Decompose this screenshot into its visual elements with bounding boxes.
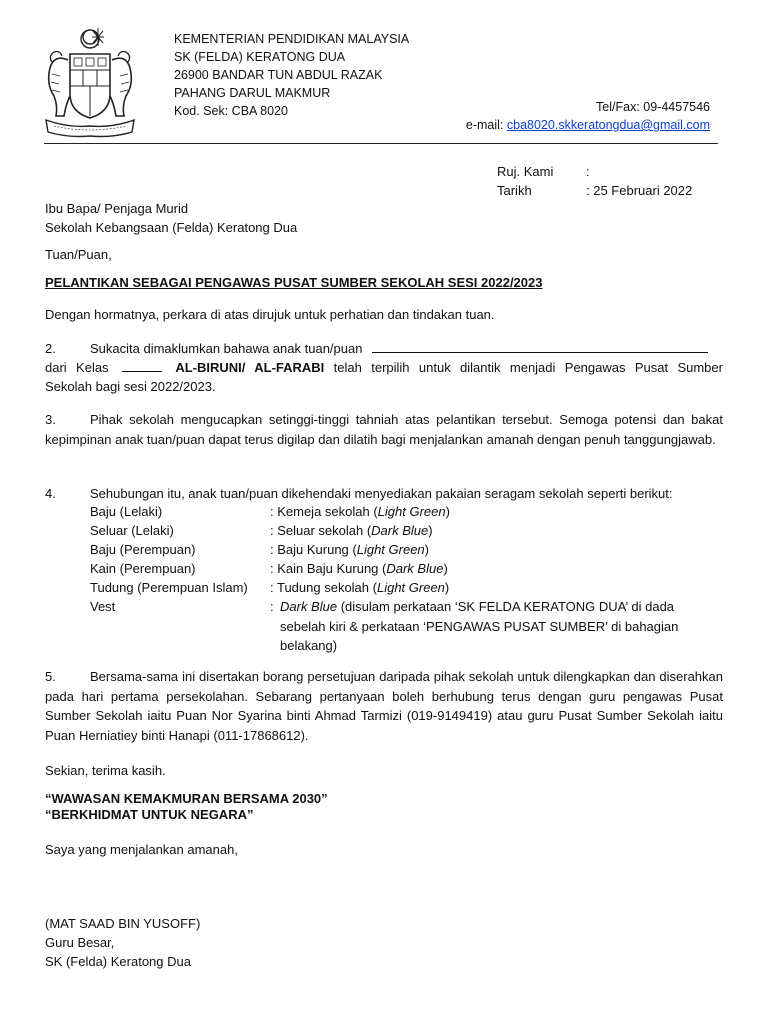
uniform-item: Tudung (Perempuan Islam) [90,580,248,595]
closing: Sekian, terima kasih. [45,763,166,778]
para3-text: Pihak sekolah mengucapkan setinggi-tinggi tahniah atas pelantikan tersebut. Semoga potensi dan bakat kepimpinan anak tuan/puan dapat terus digilap dan dilatih bagi menjalankan amanah dengan penuh tanggungjawab. [45,412,723,447]
recipient-line-2: Sekolah Kebangsaan (Felda) Keratong Dua [45,220,298,235]
letterhead-block [174,30,474,120]
date-label: Tarikh [497,183,532,198]
motto-2: “BERKHIDMAT UNTUK NEGARA” [45,807,254,822]
vest-colon: : [270,599,274,614]
malaysia-coat-of-arms-icon [40,24,140,142]
telfax: Tel/Fax: 09-4457546 [596,100,710,114]
uniform-value: : Kemeja sekolah (Light Green) [270,504,450,519]
para2-number: 2. [45,341,56,356]
email-link[interactable]: cba8020.skkeratongdua@gmail.com [506,118,710,132]
uniform-color: Light Green [376,580,445,595]
uniform-value: : Kain Baju Kurung (Dark Blue) [270,561,448,576]
state-line: PAHANG DARUL MAKMUR [174,86,331,100]
signatory-name: (MAT SAAD BIN YUSOFF) [45,916,201,931]
subject-heading: PELANTIKAN SEBAGAI PENGAWAS PUSAT SUMBER SEKOLAH SESI 2022/2023 [45,275,543,290]
vest-color: Dark Blue [280,599,338,614]
para4-text: Sehubungan itu, anak tuan/puan dikehendaki menyediakan pakaian seragam sekolah seperti berikut: [90,486,673,501]
ref-value: : [586,164,590,179]
school-code: Kod. Sek: CBA 8020 [174,104,288,118]
student-name-blank [372,340,708,353]
vest-desc: (disulam perkataan ‘SK FELDA KERATONG DUA’ di dada sebelah kiri & perkataan ‘PENGAWAS PUSAT SUMBER’ di bahagian belakang) [280,599,679,653]
para5-text: Bersama-sama ini disertakan borang persetujuan daripada pihak sekolah untuk dilengkapkan dan diserahkan pada hari pertama persekolahan. Sebarang pertanyaan boleh berhubung terus dengan guru pengawas Pusat Sumber Sekolah iaitu Puan Nor Syarina binti Ahmad Tarmizi (019-9149419) atau guru Pusat Sumber Sekolah iaitu Puan Herniatiey binti Hanapi (011-17868612). [45,669,723,743]
header-divider [44,143,718,144]
signatory-org: SK (Felda) Keratong Dua [45,954,191,969]
uniform-color: Dark Blue [386,561,444,576]
para5-number: 5. [45,669,56,684]
ref-label: Ruj. Kami [497,164,554,179]
para2-text-b: dari Kelas [45,360,109,375]
class-names: AL-BIRUNI/ AL-FARABI [175,360,325,375]
uniform-item: Seluar (Lelaki) [90,523,174,538]
uniform-value: : Baju Kurung (Light Green) [270,542,429,557]
uniform-item: Baju (Perempuan) [90,542,196,557]
email-line [400,116,710,134]
uniform-item: Vest [90,599,116,614]
para2-text-a: Sukacita dimaklumkan bahawa anak tuan/puan [90,341,363,356]
uniform-color: Light Green [377,504,446,519]
crest [40,24,140,142]
para3 [45,410,723,449]
para2-line-1 [90,339,730,359]
motto-1: “WAWASAN KEMAKMURAN BERSAMA 2030” [45,791,328,806]
uniform-item: Baju (Lelaki) [90,504,163,519]
uniform-item: Kain (Perempuan) [90,561,196,576]
para4-number: 4. [45,486,56,501]
class-blank [122,359,162,372]
para5 [45,667,723,745]
school-name: SK (FELDA) KERATONG DUA [174,50,346,64]
email-label: e-mail: [465,118,504,132]
uniform-color: Light Green [356,542,425,557]
uniform-color: Dark Blue [371,523,429,538]
recipient-line-1: Ibu Bapa/ Penjaga Murid [45,201,189,216]
signatory-title: Guru Besar, [45,935,115,950]
vest-value [280,597,720,656]
address-line: 26900 BANDAR TUN ABDUL RAZAK [174,68,383,82]
para2-line-2 [45,358,723,378]
date-value: : 25 Februari 2022 [586,183,693,198]
uniform-value: : Seluar sekolah (Dark Blue) [270,523,433,538]
para3-number: 3. [45,412,56,427]
para2-line-3: Sekolah bagi sesi 2022/2023. [45,379,216,394]
opening-paragraph: Dengan hormatnya, perkara di atas dirujuk untuk perhatian dan tindakan tuan. [45,307,495,322]
ministry-name: KEMENTERIAN PENDIDIKAN MALAYSIA [174,32,410,46]
para2-text-c: telah terpilih untuk dilantik menjadi Pengawas Pusat Sumber [333,360,723,375]
salutation: Tuan/Puan, [45,247,112,262]
sign-intro: Saya yang menjalankan amanah, [45,842,238,857]
uniform-value: : Tudung sekolah (Light Green) [270,580,450,595]
